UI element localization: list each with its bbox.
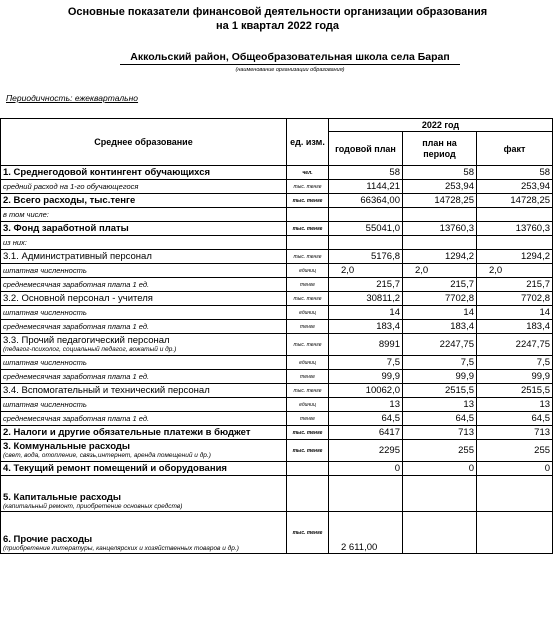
table-row xyxy=(1,264,553,278)
row-unit: единиц xyxy=(287,264,329,278)
row-name-text: 1. Среднегодовой контингент обучающихся xyxy=(3,167,211,178)
row-unit xyxy=(287,208,329,222)
row-name-text: 2. Налоги и другие обязательные платежи в бюджет xyxy=(3,427,251,438)
cell-fact: 64,5 xyxy=(477,412,553,426)
cell-fact: 0 xyxy=(477,462,553,476)
row-name-text: штатная численность xyxy=(3,400,87,409)
table-row xyxy=(1,250,553,264)
table-body xyxy=(1,166,553,554)
cell-plan-year: 58 xyxy=(329,166,403,180)
cell-plan-year: 2 611,00 xyxy=(329,512,403,554)
row-unit: тыс. тенге xyxy=(287,512,329,554)
row-unit: чел. xyxy=(287,166,329,180)
row-note: (приобретение литературы, канцелярских и хозяйственных товаров и др.) xyxy=(3,545,239,552)
financial-table xyxy=(0,118,553,554)
table-row xyxy=(1,426,553,440)
organization-name: Аккольский район, Общеобразовательная школа села Барап xyxy=(120,51,460,65)
row-unit: единиц xyxy=(287,356,329,370)
cell-fact: 14 xyxy=(477,306,553,320)
cell-fact: 99,9 xyxy=(477,370,553,384)
cell-plan-year: 215,7 xyxy=(329,278,403,292)
row-unit: тыс. тенге xyxy=(287,180,329,194)
row-name xyxy=(1,462,287,476)
cell-plan-year xyxy=(329,208,403,222)
table-row xyxy=(1,334,553,356)
cell-plan-year: 14 xyxy=(329,306,403,320)
row-name xyxy=(1,334,287,356)
row-unit: тыс. тенге xyxy=(287,222,329,236)
cell-plan-year: 55041,0 xyxy=(329,222,403,236)
cell-fact: 7702,8 xyxy=(477,292,553,306)
cell-fact: 2,0 xyxy=(477,264,553,278)
cell-plan-year: 10062,0 xyxy=(329,384,403,398)
row-name-text: 6. Прочие расходы xyxy=(3,534,93,545)
table-row xyxy=(1,166,553,180)
row-name-text: 3.3. Прочий педагогический персонал xyxy=(3,335,170,346)
row-unit xyxy=(287,462,329,476)
row-name xyxy=(1,250,287,264)
row-name-text: 5. Капитальные расходы xyxy=(3,492,122,503)
cell-plan-period: 13 xyxy=(403,398,477,412)
cell-plan-year xyxy=(329,476,403,512)
cell-fact xyxy=(477,208,553,222)
row-name xyxy=(1,208,287,222)
table-row xyxy=(1,384,553,398)
row-name-text: 2. Всего расходы, тыс.тенге xyxy=(3,195,136,206)
row-name-text: из них: xyxy=(3,238,27,247)
col-header-unit: ед. изм. xyxy=(287,119,329,166)
row-name-text: среднемесячная заработная плата 1 ед. xyxy=(3,322,150,331)
row-name xyxy=(1,398,287,412)
row-name xyxy=(1,194,287,208)
row-unit: тыс. тенге xyxy=(287,384,329,398)
row-unit: тенге xyxy=(287,370,329,384)
cell-plan-period: 7702,8 xyxy=(403,292,477,306)
cell-plan-period xyxy=(403,512,477,554)
row-name-text: 4. Текущий ремонт помещений и оборудования xyxy=(3,463,227,474)
cell-plan-period: 58 xyxy=(403,166,477,180)
cell-plan-period: 183,4 xyxy=(403,320,477,334)
row-name xyxy=(1,512,287,554)
row-name xyxy=(1,292,287,306)
table-row xyxy=(1,512,553,554)
cell-plan-period: 2,0 xyxy=(403,264,477,278)
row-name xyxy=(1,384,287,398)
table-row xyxy=(1,194,553,208)
table-row xyxy=(1,440,553,462)
cell-fact: 13 xyxy=(477,398,553,412)
cell-plan-year: 13 xyxy=(329,398,403,412)
cell-plan-period: 255 xyxy=(403,440,477,462)
row-unit: тыс. тенге xyxy=(287,334,329,356)
row-name-text: 3.2. Основной персонал - учителя xyxy=(3,293,153,304)
cell-plan-period: 2515,5 xyxy=(403,384,477,398)
cell-plan-year: 7,5 xyxy=(329,356,403,370)
cell-fact: 2515,5 xyxy=(477,384,553,398)
row-name-text: 3.4. Вспомогательный и технический персонал xyxy=(3,385,210,396)
row-name xyxy=(1,264,287,278)
row-unit: единиц xyxy=(287,398,329,412)
cell-plan-period: 99,9 xyxy=(403,370,477,384)
table-row xyxy=(1,292,553,306)
cell-plan-year: 8991 xyxy=(329,334,403,356)
row-name-text: 3.1. Административный персонал xyxy=(3,251,152,262)
col-header-fact: факт xyxy=(477,132,553,166)
col-header-name: Среднее образование xyxy=(1,119,287,166)
cell-fact xyxy=(477,512,553,554)
cell-fact: 14728,25 xyxy=(477,194,553,208)
row-unit: единиц xyxy=(287,306,329,320)
cell-fact: 2247,75 xyxy=(477,334,553,356)
row-note: (педагог-психолог, социальный педагог, вожатый и др.) xyxy=(3,346,177,353)
cell-plan-period: 0 xyxy=(403,462,477,476)
cell-fact xyxy=(477,476,553,512)
cell-plan-year: 30811,2 xyxy=(329,292,403,306)
row-name-text: 3. Фонд заработной платы xyxy=(3,223,129,234)
row-unit: тыс. тенге xyxy=(287,194,329,208)
periodicity-label: Периодичность: ежеквартально xyxy=(6,93,139,103)
cell-plan-period: 1294,2 xyxy=(403,250,477,264)
row-name xyxy=(1,278,287,292)
organization-caption: (наименование организации образования) xyxy=(235,67,345,73)
row-unit: тыс. тенге xyxy=(287,426,329,440)
cell-plan-year: 64,5 xyxy=(329,412,403,426)
row-name-text: штатная численность xyxy=(3,266,87,275)
table-row xyxy=(1,236,553,250)
cell-plan-year: 66364,00 xyxy=(329,194,403,208)
row-name-text: среднемесячная заработная плата 1 ед. xyxy=(3,414,150,423)
row-unit: тыс. тенге xyxy=(287,292,329,306)
cell-plan-year: 1144,21 xyxy=(329,180,403,194)
cell-plan-period: 64,5 xyxy=(403,412,477,426)
row-name xyxy=(1,426,287,440)
row-name xyxy=(1,370,287,384)
table-row xyxy=(1,398,553,412)
cell-plan-period: 7,5 xyxy=(403,356,477,370)
cell-plan-year: 6417 xyxy=(329,426,403,440)
table-row xyxy=(1,278,553,292)
row-name xyxy=(1,476,287,512)
row-name xyxy=(1,320,287,334)
cell-fact: 713 xyxy=(477,426,553,440)
cell-fact: 58 xyxy=(477,166,553,180)
table-row xyxy=(1,208,553,222)
cell-plan-period: 215,7 xyxy=(403,278,477,292)
col-header-plan-period: план на период xyxy=(403,132,477,166)
table-row xyxy=(1,320,553,334)
cell-plan-year: 0 xyxy=(329,462,403,476)
report-title-line2: на 1 квартал 2022 года xyxy=(216,20,339,32)
row-name xyxy=(1,236,287,250)
row-name-text: штатная численность xyxy=(3,358,87,367)
cell-plan-period: 14 xyxy=(403,306,477,320)
row-name-text: 3. Коммунальные расходы xyxy=(3,441,131,452)
table-row xyxy=(1,370,553,384)
cell-fact: 183,4 xyxy=(477,320,553,334)
cell-fact: 7,5 xyxy=(477,356,553,370)
row-name-text: среднемесячная заработная плата 1 ед. xyxy=(3,280,150,289)
cell-plan-period: 13760,3 xyxy=(403,222,477,236)
row-name xyxy=(1,222,287,236)
table-row xyxy=(1,306,553,320)
cell-fact: 215,7 xyxy=(477,278,553,292)
row-name-text: штатная численность xyxy=(3,308,87,317)
report-title-line1: Основные показатели финансовой деятельности организации образования xyxy=(67,6,488,18)
col-header-year-group: 2022 год xyxy=(329,119,553,132)
row-name xyxy=(1,440,287,462)
row-name-text: средний расход на 1-го обучающегося xyxy=(3,182,139,191)
row-name xyxy=(1,166,287,180)
cell-fact: 13760,3 xyxy=(477,222,553,236)
cell-plan-period: 253,94 xyxy=(403,180,477,194)
cell-fact xyxy=(477,236,553,250)
row-name xyxy=(1,306,287,320)
cell-plan-year: 99,9 xyxy=(329,370,403,384)
cell-plan-year: 2295 xyxy=(329,440,403,462)
table-row xyxy=(1,476,553,512)
table-row xyxy=(1,412,553,426)
table-row xyxy=(1,180,553,194)
row-unit: тенге xyxy=(287,412,329,426)
row-unit xyxy=(287,236,329,250)
cell-plan-year xyxy=(329,236,403,250)
table-row xyxy=(1,222,553,236)
cell-fact: 253,94 xyxy=(477,180,553,194)
row-name-text: в том числе: xyxy=(3,210,49,219)
row-unit: тенге xyxy=(287,278,329,292)
row-note: (капитальный ремонт, приобретение основных средств) xyxy=(3,503,183,510)
cell-fact: 1294,2 xyxy=(477,250,553,264)
row-name xyxy=(1,180,287,194)
cell-plan-year: 2,0 xyxy=(329,264,403,278)
cell-plan-year: 183,4 xyxy=(329,320,403,334)
row-name xyxy=(1,356,287,370)
row-unit: тыс. тенге xyxy=(287,440,329,462)
cell-plan-period: 713 xyxy=(403,426,477,440)
row-name xyxy=(1,412,287,426)
cell-plan-period: 14728,25 xyxy=(403,194,477,208)
table-row xyxy=(1,462,553,476)
row-name-text: среднемесячная заработная плата 1 ед. xyxy=(3,372,150,381)
financial-table-wrapper xyxy=(0,118,555,554)
row-note: (свет, вода, отопление, связь,интернет, аренда помещений и др.) xyxy=(3,452,211,459)
cell-plan-period: 2247,75 xyxy=(403,334,477,356)
row-unit: тенге xyxy=(287,320,329,334)
row-unit: тыс. тенге xyxy=(287,250,329,264)
cell-plan-period xyxy=(403,476,477,512)
table-row xyxy=(1,356,553,370)
cell-plan-year: 5176,8 xyxy=(329,250,403,264)
cell-plan-period xyxy=(403,208,477,222)
col-header-plan-year: годовой план xyxy=(329,132,403,166)
cell-plan-period xyxy=(403,236,477,250)
row-unit xyxy=(287,476,329,512)
cell-fact: 255 xyxy=(477,440,553,462)
